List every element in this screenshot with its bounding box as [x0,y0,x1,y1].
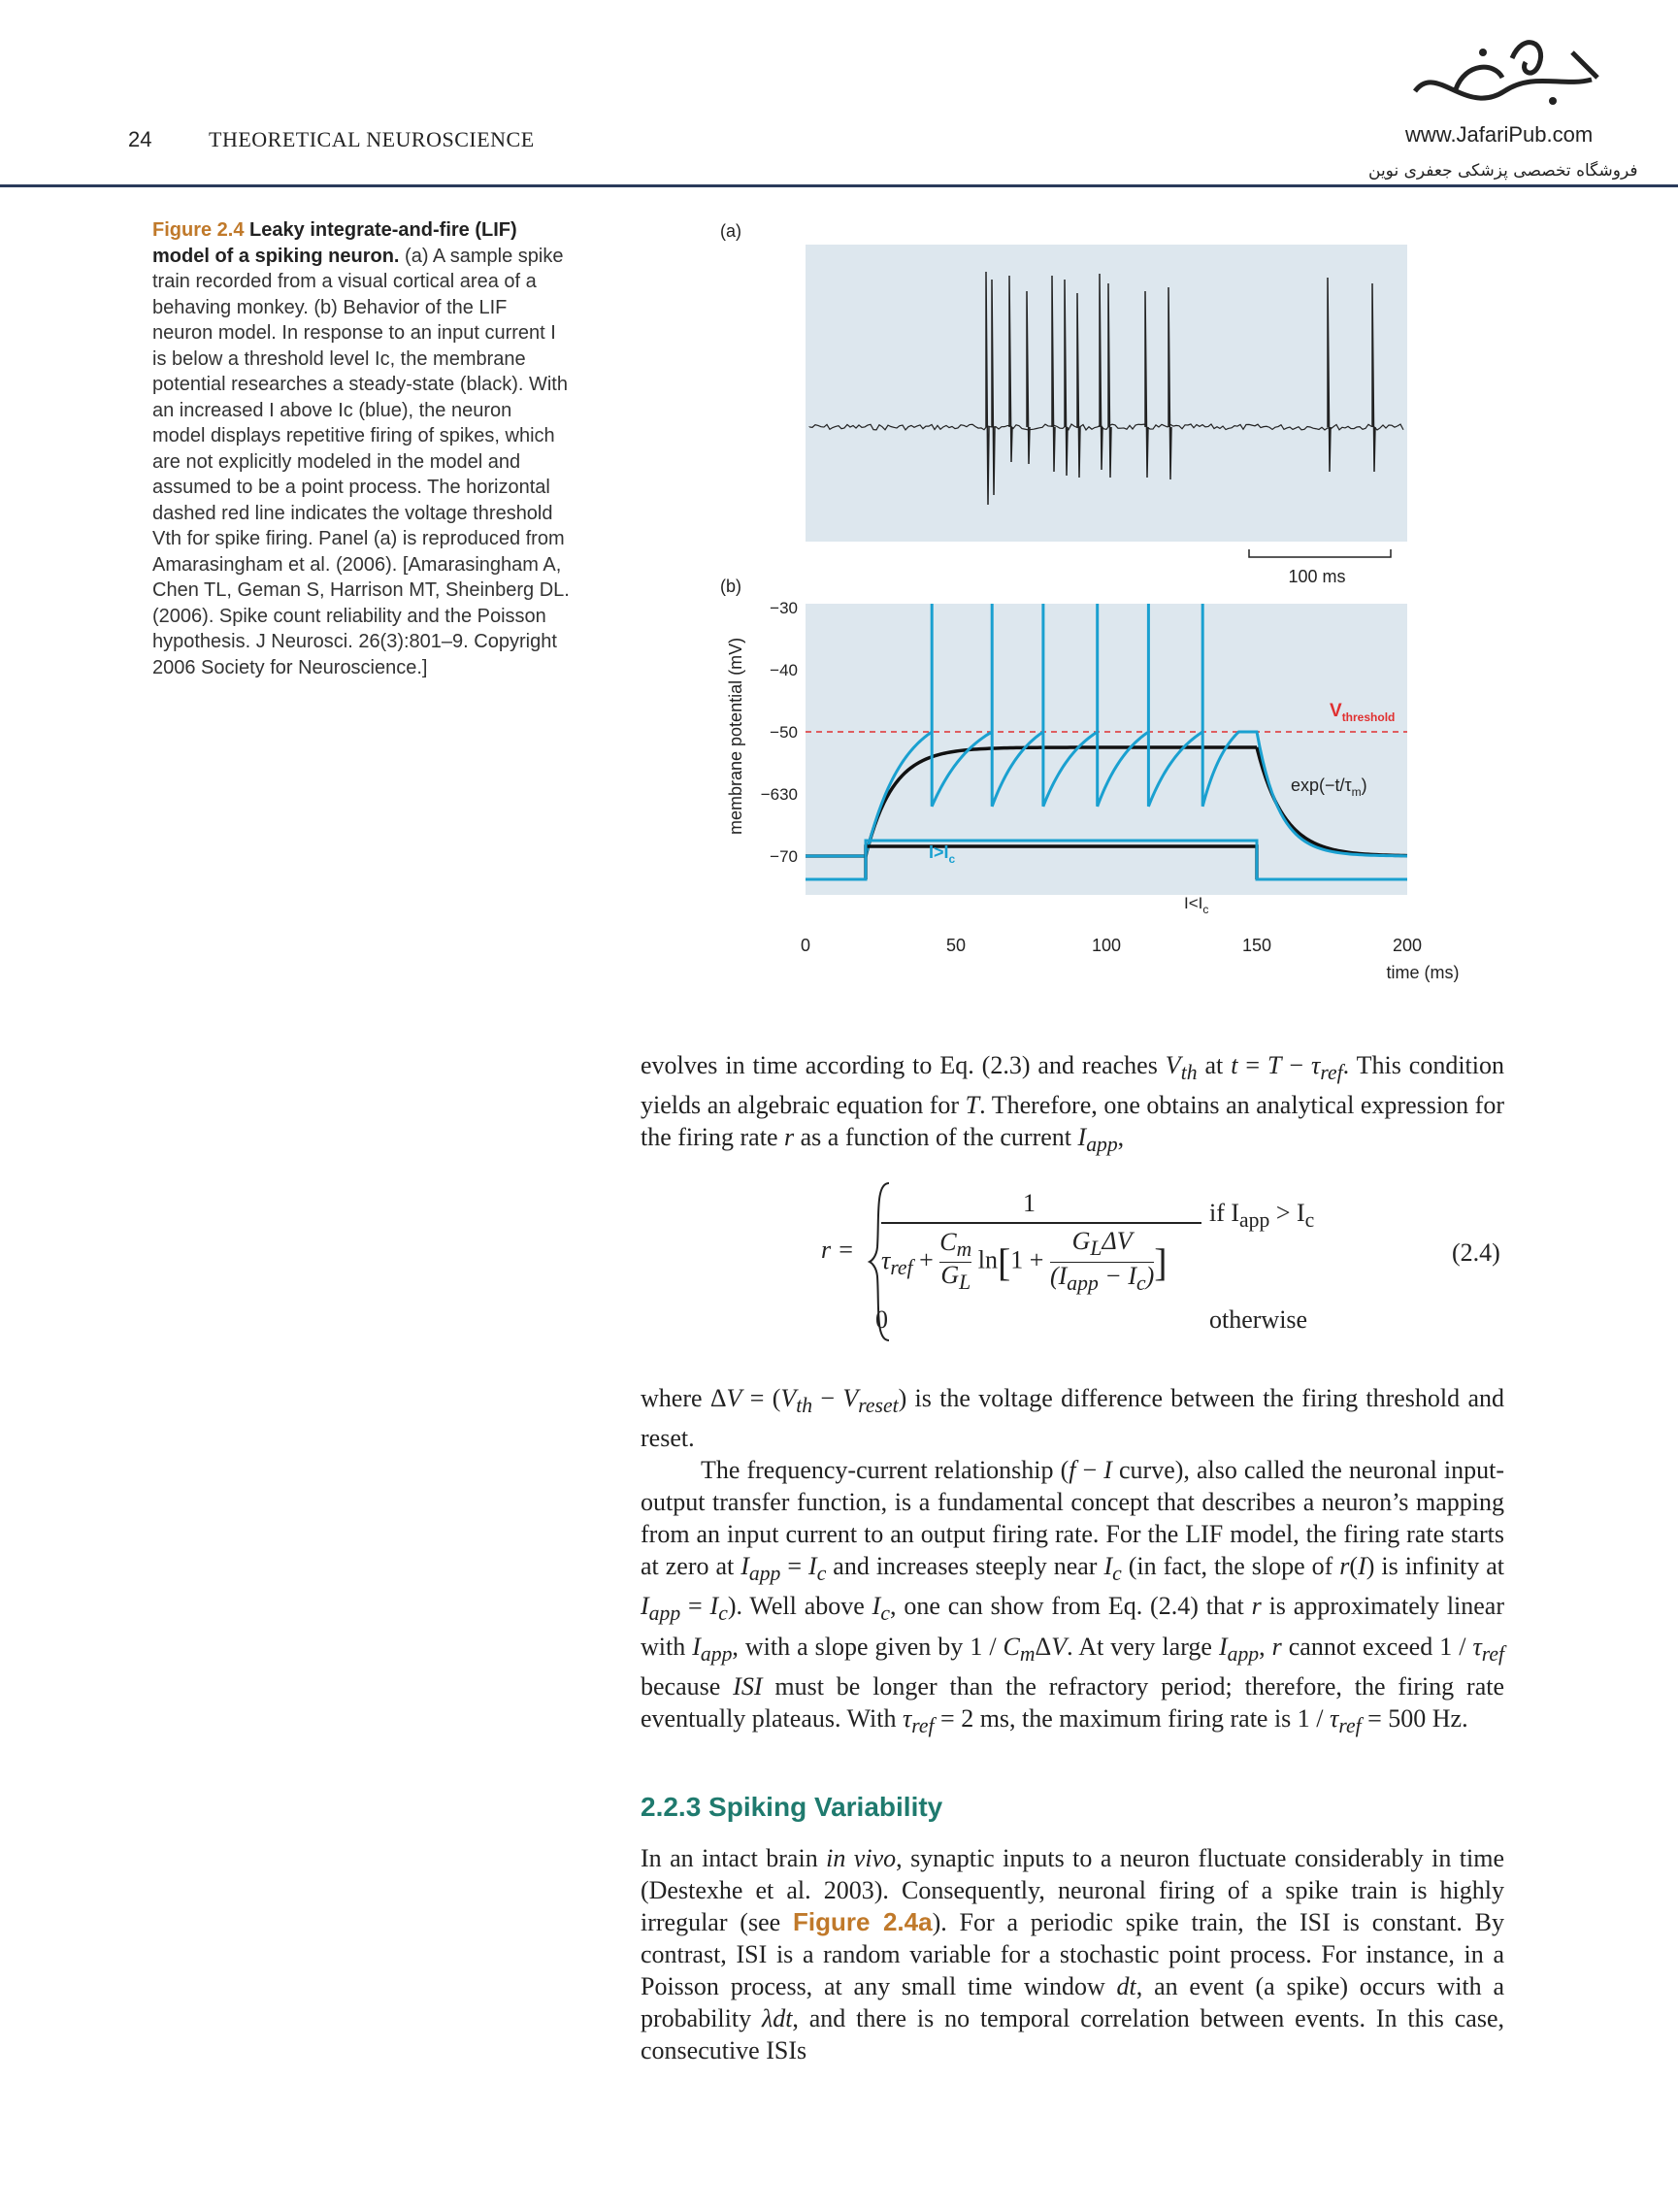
threshold-label: $V_{threshold}$ [1330,701,1396,724]
header-rule [0,184,1678,187]
publisher-logo-icon [1398,23,1621,120]
y-axis-ticks [761,599,798,866]
paragraph-1: evolves in time according to Eq. (2.3) and reaches $V_{th}$ at $t = T - \tau_{ref}$. This condition yields an algebraic equation for T. Therefore, one obtains an analytical expression for the firing rate r as a function of the current $I_{app}$, [641,1051,1504,1157]
x-tick-label: 150 [1241,936,1272,955]
panel-a-label: (a) [720,221,741,241]
panel-b-background [806,604,1407,895]
figure-caption-text: (a) A sample spike train recorded from a visual cortical area of a behaving monkey. (b) Behavior of the LIF neuron model. In response to an input current I is below a threshold level Ic, the membrane potential researches a steady-state (black). With an increased I above Ic (blue), the neuron model displays repetitive firing of spikes, which are not explicitly modeled in the model and assumed to be a point process. The horizontal dashed red line indicates the voltage threshold Vth for spike firing. Panel (a) is reproduced from Amarasingham et al. (2006). [Amarasingham A, Chen TL, Geman S, Harrison MT, Sheinberg DL. (2006). Spike count reliability and the Poisson hypothesis. J Neurosci. 26(3):801–9. Copyright 2006 Society for Neuroscience.] [152,245,570,678]
decay-label: $\exp(-t/\tau_m)$ [1291,776,1367,799]
panel-a-background [806,245,1407,542]
paragraph-spiking-variability [641,1842,1504,2066]
equation-lhs: r = [821,1236,855,1264]
above-threshold-current-label: $I>I_c$ [929,842,956,866]
paragraph-block [641,1382,1504,1742]
scale-bar-label: 100 ms [1288,567,1346,586]
y-axis-label: membrane potential (mV) [726,637,745,835]
equation-number: (2.4) [1452,1238,1500,1267]
scale-bar [1249,549,1391,557]
below-threshold-current-label: $I<I_c$ [1184,894,1209,916]
x-axis-ticks [801,936,1422,955]
figure-title: Leaky integrate-and-fire (LIF) model of a spiking neuron. [152,219,517,267]
running-title: THEORETICAL NEUROSCIENCE [209,127,535,151]
y-tick-label: −40 [770,661,798,679]
paragraph-intro [641,1049,1504,1161]
section-heading: 2.2.3 Spiking Variability [641,1792,943,1822]
y-tick-label: −30 [770,599,798,617]
publisher-tagline: فروشگاه تخصصی پزشکی جعفری نوین [1368,161,1638,181]
y-tick-label: −630 [760,785,798,804]
x-tick-label: 200 [1392,936,1423,955]
equation-2-4 [815,1179,1359,1344]
equation-denominator: $\tau_{ref}$ + $\frac{C_m}{G_L}$ ln[1 + $G_L\Delta V$ $(I_{app} - I_c)$ ] [881,1227,1168,1296]
figure-caption [152,217,570,680]
y-tick-label: −50 [770,723,798,742]
fraction-bar [881,1222,1201,1224]
equation-case-1-condition: if $I_{app} > I_c$ [1209,1199,1315,1233]
figure-reference-link[interactable]: Figure 2.4a [792,1907,933,1936]
x-tick-label: 0 [800,936,811,955]
page-number: 24 [128,127,152,151]
figure-2-4 [679,233,1460,1000]
equation-case-2-value: 0 [875,1305,888,1334]
publisher-url: www.JafariPub.com [1405,122,1594,147]
x-tick-label: 50 [945,936,967,955]
equation-numerator: 1 [1023,1189,1036,1217]
x-axis-label: time (ms) [1386,963,1460,982]
panel-b-label: (b) [720,577,741,596]
equation-case-2-condition: otherwise [1209,1305,1308,1334]
paragraph-4: In an intact brain in vivo, synaptic inputs to a neuron fluctuate considerably in time (Destexhe et al. 2003). Consequently, neuronal firing of a spike train is highly irregular (see Figure 2.4a). For a periodic spike train, the ISI is constant. By contrast, ISI is a random variable for a stochastic point process. For instance, in a Poisson process, at any small time window dt, an event (a spike) occurs with a probability λdt, and there is no temporal correlation between events. In this case, consecutive ISIs [641,1844,1505,2064]
paragraph-2: where $\Delta V = (V_{th} - V_{reset})$ is the voltage difference between the firing threshold and reset. [641,1384,1504,1453]
figure-label: Figure 2.4 [152,219,245,241]
paragraph-3: The frequency-current relationship (f − I curve), also called the neuronal input-output transfer function, is a fundamental concept that describes a neuron’s mapping from an input current to an output firing rate. For the LIF model, the firing rate starts at zero at $I_{app} = I_c$ and increases steeply near $I_c$ (in fact, the slope of r(I) is infinity at $I_{app} = I_c$). Well above $I_c$, one can show from Eq. (2.4) that r is approximately linear with $I_{app}$, with a slope given by $1 / C_m\Delta V$. At very large $I_{app}$, r cannot exceed $1 / \tau_{ref}$ because ISI must be longer than the refractory period; therefore, the firing rate eventually plateaus. With $\tau_{ref} = 2$ ms, the maximum firing rate is $1 / \tau_{ref} = 500$ Hz. [641,1456,1505,1737]
y-tick-label: −70 [770,847,798,866]
x-tick-label: 100 [1091,936,1122,955]
